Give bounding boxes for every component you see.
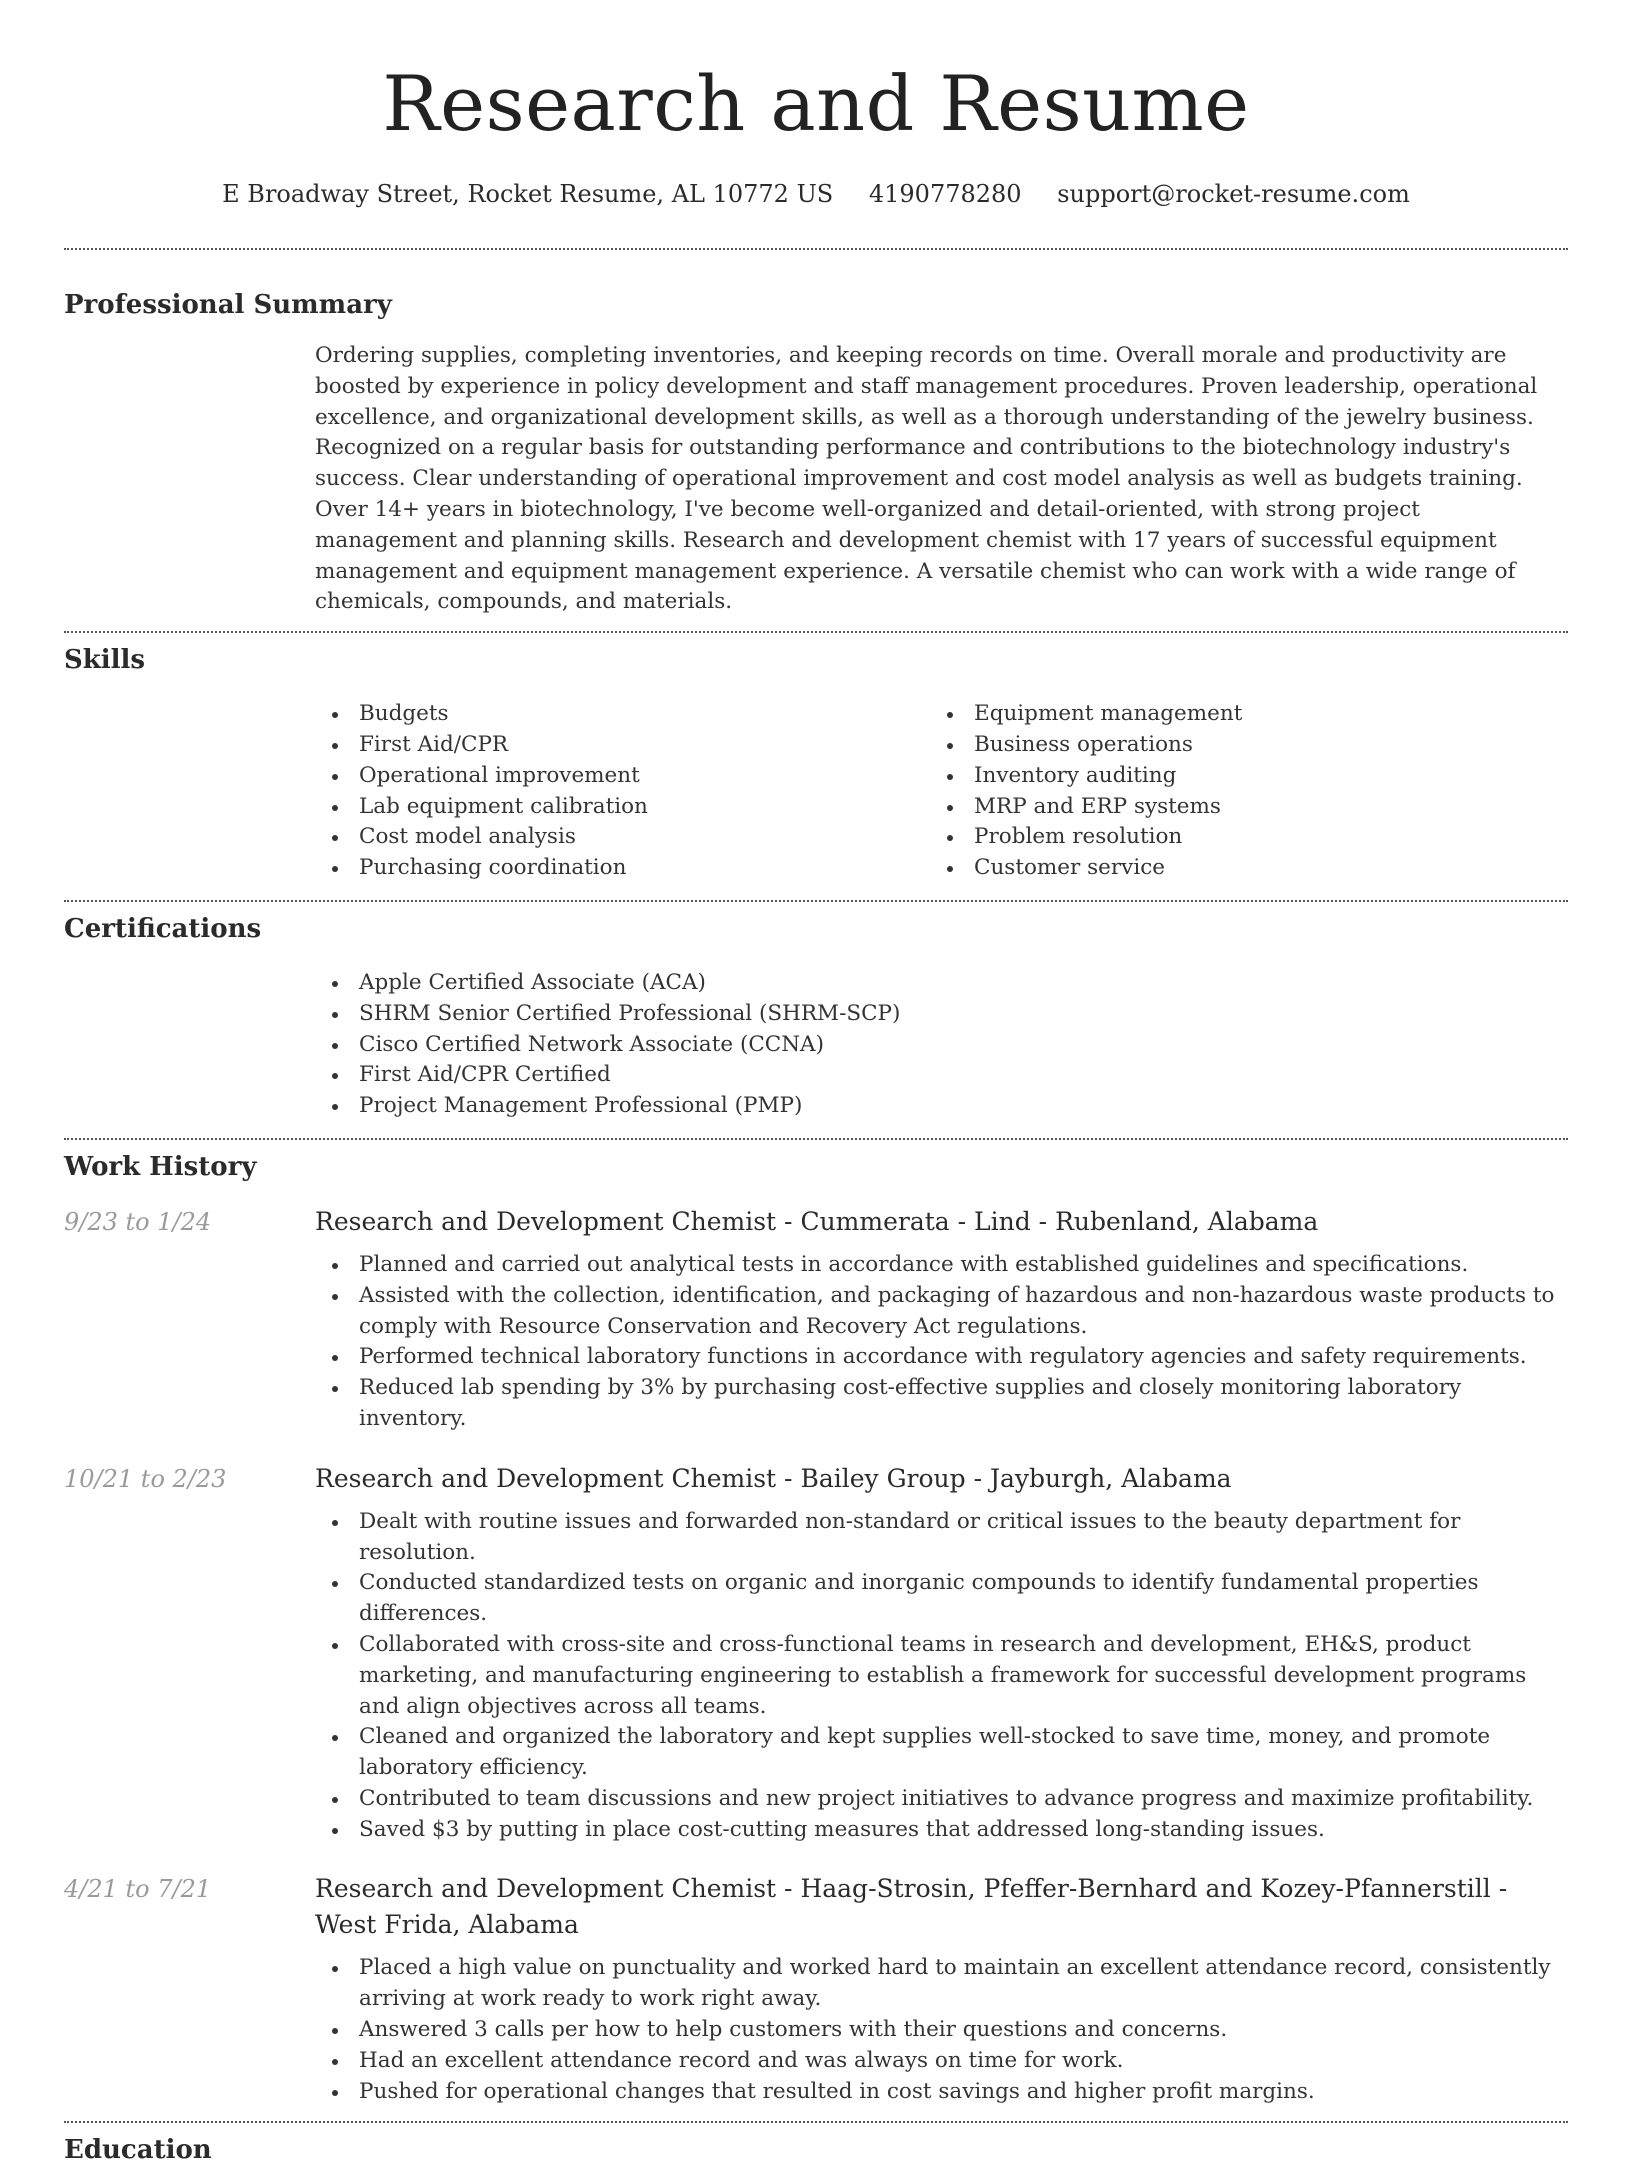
job-entry bbox=[64, 1871, 1568, 2107]
resume-name: Research and Resume bbox=[382, 59, 1250, 148]
skill-item: Lab equipment calibration bbox=[315, 792, 930, 823]
contact-address: E Broadway Street, Rocket Resume, AL 10772 US bbox=[222, 180, 834, 208]
job-body bbox=[315, 1204, 1568, 1435]
job-body bbox=[315, 1871, 1568, 2107]
skill-item: Business operations bbox=[930, 730, 1545, 761]
job-date: 9/23 to 1/24 bbox=[64, 1207, 212, 1236]
skills-list-right bbox=[930, 699, 1545, 884]
job-body bbox=[315, 1461, 1568, 1846]
contact-email[interactable]: support@rocket-resume.com bbox=[1057, 180, 1410, 208]
certification-item: First Aid/CPR Certified bbox=[315, 1060, 1568, 1091]
section-divider bbox=[64, 2121, 1568, 2123]
skill-item: Inventory auditing bbox=[930, 761, 1545, 792]
job-date: 4/21 to 7/21 bbox=[64, 1875, 212, 1904]
job-duty: Answered 3 calls per how to help customers with their questions and concerns. bbox=[315, 2015, 1568, 2046]
job-duty: Dealt with routine issues and forwarded non-standard or critical issues to the beauty department for resolution. bbox=[315, 1507, 1568, 1569]
job-entry bbox=[64, 1204, 1568, 1435]
section-divider bbox=[64, 900, 1568, 902]
skill-item: Problem resolution bbox=[930, 822, 1545, 853]
certifications-heading: Certifications bbox=[64, 913, 262, 944]
contact-phone: 4190778280 bbox=[868, 180, 1022, 208]
skill-item: MRP and ERP systems bbox=[930, 792, 1545, 823]
job-duty: Placed a high value on punctuality and worked hard to maintain an excellent attendance record, consistently arriving at work ready to work right away. bbox=[315, 1953, 1568, 2015]
skill-item: Equipment management bbox=[930, 699, 1545, 730]
certification-item: Apple Certified Associate (ACA) bbox=[315, 968, 1568, 999]
job-duty: Saved $3 by putting in place cost-cutting measures that addressed long-standing issues. bbox=[315, 1815, 1568, 1846]
skill-item: Customer service bbox=[930, 853, 1545, 884]
job-duty: Contributed to team discussions and new project initiatives to advance progress and maximize profitability. bbox=[315, 1784, 1568, 1815]
section-divider bbox=[64, 631, 1568, 633]
job-duty: Had an excellent attendance record and was always on time for work. bbox=[315, 2046, 1568, 2077]
job-duty: Cleaned and organized the laboratory and kept supplies well-stocked to save time, money, and promote laboratory efficiency. bbox=[315, 1722, 1568, 1784]
certifications-list-wrap bbox=[315, 968, 1568, 1122]
work-history-section bbox=[64, 1150, 1568, 2108]
job-duties-list bbox=[315, 1953, 1568, 2107]
job-duty: Planned and carried out analytical tests in accordance with established guidelines and specifications. bbox=[315, 1250, 1568, 1281]
job-duties-list bbox=[315, 1250, 1568, 1435]
job-title: Research and Development Chemist - Bailey Group - Jayburgh, Alabama bbox=[315, 1463, 1232, 1493]
certifications-list bbox=[315, 968, 1568, 1122]
job-title: Research and Development Chemist - Haag-Strosin, Pfeffer-Bernhard and Kozey-Pfannerstill - West Frida, Alabama bbox=[315, 1874, 1508, 1940]
education-heading: Education bbox=[64, 2135, 212, 2166]
job-duty: Assisted with the collection, identification, and packaging of hazardous and non-hazardous waste products to comply with Resource Conservation and Recovery Act regulations. bbox=[315, 1281, 1568, 1343]
contact-line bbox=[64, 178, 1568, 210]
job-duty: Conducted standardized tests on organic and inorganic compounds to identify fundamental properties differences. bbox=[315, 1568, 1568, 1630]
certification-item: SHRM Senior Certified Professional (SHRM-SCP) bbox=[315, 999, 1568, 1030]
skill-item: First Aid/CPR bbox=[315, 730, 930, 761]
job-duty: Reduced lab spending by 3% by purchasing cost-effective supplies and closely monitoring laboratory inventory. bbox=[315, 1373, 1568, 1435]
job-duty: Performed technical laboratory functions in accordance with regulatory agencies and safety requirements. bbox=[315, 1342, 1568, 1373]
resume-page bbox=[64, 0, 1568, 2167]
skill-item: Operational improvement bbox=[315, 761, 930, 792]
skill-item: Purchasing coordination bbox=[315, 853, 930, 884]
skills-list-left bbox=[315, 699, 930, 884]
summary-heading: Professional Summary bbox=[64, 290, 392, 320]
job-date: 10/21 to 2/23 bbox=[64, 1464, 227, 1493]
summary-section bbox=[64, 288, 1568, 618]
job-duties-list bbox=[315, 1507, 1568, 1846]
work-history-heading: Work History bbox=[64, 1151, 257, 1182]
skills-section bbox=[64, 643, 1568, 884]
certifications-section bbox=[64, 912, 1568, 1122]
skill-item: Budgets bbox=[315, 699, 930, 730]
job-duty: Collaborated with cross-site and cross-functional teams in research and development, EH&S, product marketing, and manufacturing engineering to establish a framework for successful development programs and align objectives across all teams. bbox=[315, 1630, 1568, 1722]
summary-text: Ordering supplies, completing inventories, and keeping records on time. Overall morale and productivity are boosted by experience in policy development and staff management procedures. Proven leadership, operational excellence, and organizational development skills, as well as a thorough understanding of the jewelry business. Recognized on a regular basis for outstanding performance and contributions to the biotechnology industry's success. Clear understanding of operational improvement and cost model analysis as well as budgets training. Over 14+ years in biotechnology, I've become well-organized and detail-oriented, with strong project management and planning skills. Research and development chemist with 17 years of successful equipment management and equipment management experience. A versatile chemist who can work with a wide range of chemicals, compounds, and materials. bbox=[315, 343, 1538, 615]
certification-item: Project Management Professional (PMP) bbox=[315, 1091, 1568, 1122]
skill-item: Cost model analysis bbox=[315, 822, 930, 853]
skills-columns bbox=[315, 699, 1568, 884]
skills-heading: Skills bbox=[64, 645, 146, 676]
job-duty: Pushed for operational changes that resulted in cost savings and higher profit margins. bbox=[315, 2077, 1568, 2108]
section-divider bbox=[64, 248, 1568, 250]
certification-item: Cisco Certified Network Associate (CCNA) bbox=[315, 1030, 1568, 1061]
education-section bbox=[64, 2133, 1568, 2167]
job-entry bbox=[64, 1461, 1568, 1846]
section-divider bbox=[64, 1138, 1568, 1140]
job-title: Research and Development Chemist - Cummerata - Lind - Rubenland, Alabama bbox=[315, 1206, 1319, 1236]
